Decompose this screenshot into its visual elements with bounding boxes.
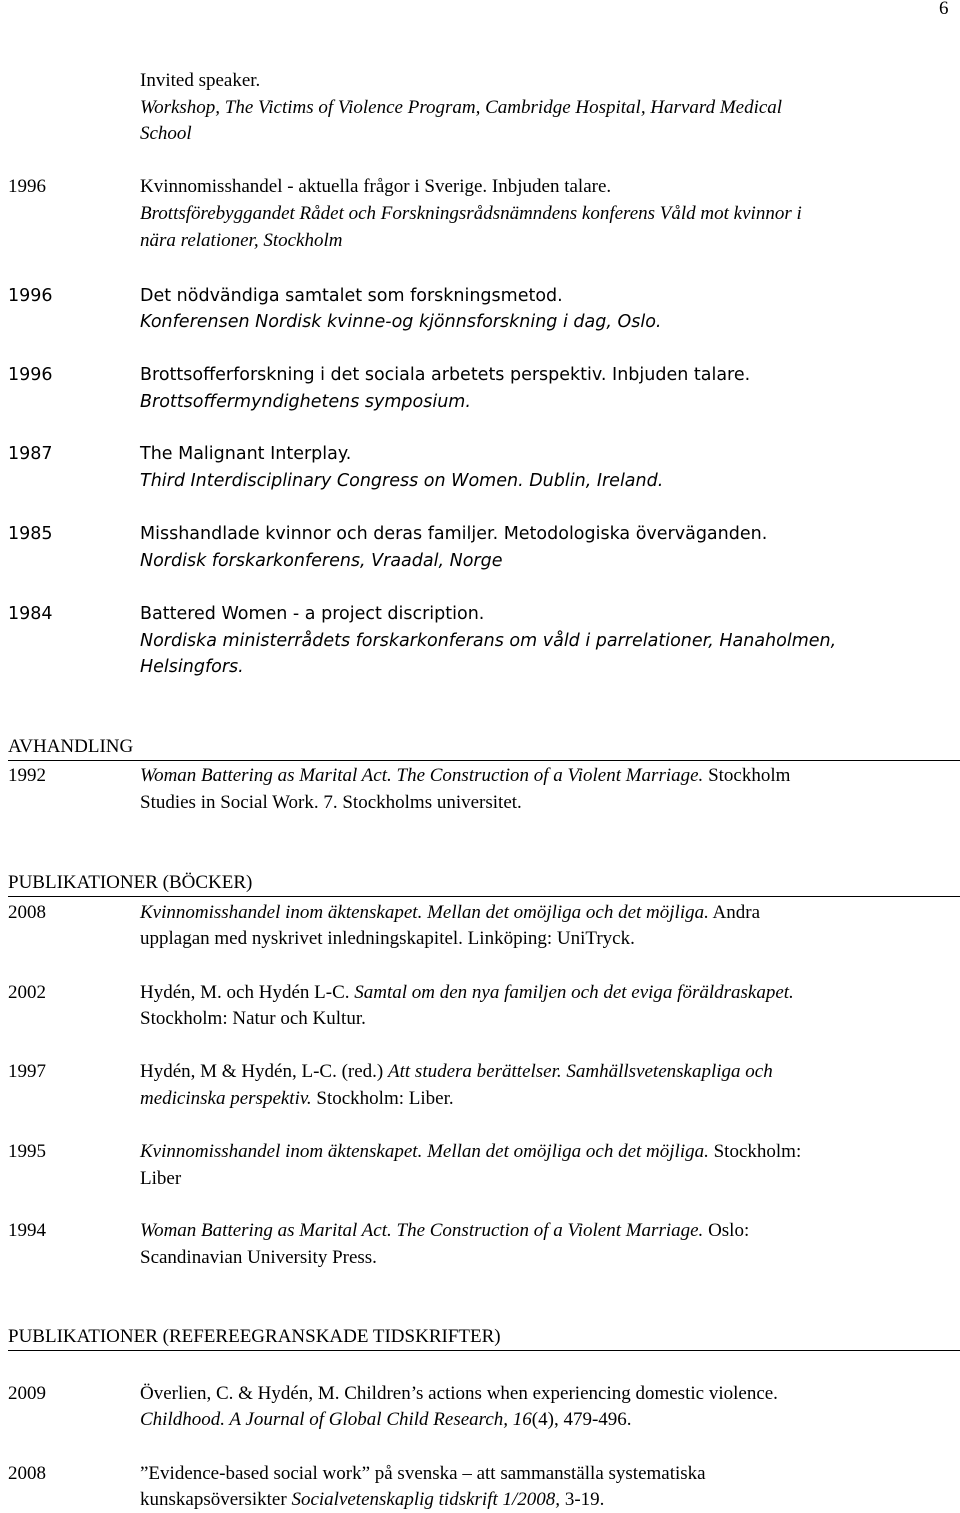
article-citation: Överlien, C. & Hydén, M. Children’s actions when experiencing domestic violence.: [140, 1383, 778, 1404]
article-year: 2008: [8, 1463, 46, 1484]
book-citation-cont: Liber: [140, 1168, 182, 1189]
thesis-citation-cont: Studies in Social Work. 7. Stockholms universitet.: [140, 792, 522, 813]
conference-venue-cont: Helsingfors.: [140, 657, 244, 677]
book-citation: Hydén, M & Hydén, L-C. (red.) Att studera berättelser. Samhällsvetenskapliga och: [140, 1061, 773, 1082]
workshop-line: Workshop, The Victims of Violence Program, Cambridge Hospital, Harvard Medical: [140, 97, 783, 118]
book-year: 1994: [8, 1220, 46, 1241]
conference-title: Brottsofferforskning i det sociala arbetets perspektiv. Inbjuden talare.: [140, 365, 751, 385]
conference-year: 1985: [8, 524, 53, 544]
conference-title: The Malignant Interplay.: [140, 444, 352, 464]
book-citation: Woman Battering as Marital Act. The Construction of a Violent Marriage. Oslo:: [140, 1220, 750, 1241]
conference-venue: Konferensen Nordisk kvinne-og kjönnsforskning i dag, Oslo.: [140, 312, 662, 332]
conference-venue: Nordiska ministerrådets forskarkonferans om våld i parrelationer, Hanaholmen,: [140, 631, 837, 651]
book-year: 1997: [8, 1061, 46, 1082]
journals-heading: PUBLIKATIONER (REFEREEGRANSKADE TIDSKRIFTER): [8, 1324, 960, 1351]
book-citation-cont: Scandinavian University Press.: [140, 1247, 377, 1268]
book-citation-cont: Stockholm: Natur och Kultur.: [140, 1008, 366, 1029]
book-citation: Hydén, M. och Hydén L-C. Samtal om den nya familjen och det eviga föräldraskapet.: [140, 982, 794, 1003]
article-year: 2009: [8, 1383, 46, 1404]
article-citation: ”Evidence-based social work” på svenska – att sammanställa systematiska: [140, 1463, 706, 1484]
book-citation: Kvinnomisshandel inom äktenskapet. Mellan det omöjliga och det möjliga. Andra: [140, 902, 761, 923]
book-year: 2008: [8, 902, 46, 923]
book-citation: Kvinnomisshandel inom äktenskapet. Mellan det omöjliga och det möjliga. Stockholm:: [140, 1141, 802, 1162]
conference-title: Misshandlade kvinnor och deras familjer. Metodologiska överväganden.: [140, 524, 768, 544]
conference-venue: Third Interdisciplinary Congress on Women. Dublin, Ireland.: [140, 471, 664, 491]
conference-venue: Brottsoffermyndighetens symposium.: [140, 392, 471, 412]
article-citation-cont: kunskapsöversikter Socialvetenskaplig tidskrift 1/2008, 3-19.: [140, 1489, 605, 1510]
book-year: 2002: [8, 982, 46, 1003]
page-number: 6: [939, 0, 949, 19]
conference-year: 1987: [8, 444, 53, 464]
conference-year: 1984: [8, 604, 53, 624]
thesis-citation: Woman Battering as Marital Act. The Construction of a Violent Marriage. Stockholm: [140, 765, 791, 786]
book-citation-cont: medicinska perspektiv. Stockholm: Liber.: [140, 1088, 454, 1109]
conference-title: Battered Women - a project discription.: [140, 604, 485, 624]
invited-speaker-line: Invited speaker.: [140, 70, 261, 91]
article-citation-cont: Childhood. A Journal of Global Child Research, 16(4), 479-496.: [140, 1409, 632, 1430]
conference-year: 1996: [8, 365, 53, 385]
conference-venue: Nordisk forskarkonferens, Vraadal, Norge: [140, 551, 503, 571]
avhandling-heading: AVHANDLING: [8, 734, 960, 761]
workshop-line-cont: School: [140, 123, 192, 144]
book-year: 1995: [8, 1141, 46, 1162]
conference-title: Kvinnomisshandel - aktuella frågor i Sverige. Inbjuden talare.: [140, 176, 612, 197]
conference-title: Det nödvändiga samtalet som forskningsmetod.: [140, 286, 563, 306]
conference-year: 1996: [8, 176, 46, 197]
book-citation-cont: upplagan med nyskrivet inledningskapitel. Linköping: UniTryck.: [140, 928, 635, 949]
thesis-year: 1992: [8, 765, 46, 786]
conference-venue: Brottsförebyggandet Rådet och Forskningsrådsnämndens konferens Våld mot kvinnor i: [140, 203, 802, 224]
conference-venue-cont: nära relationer, Stockholm: [140, 230, 343, 251]
conference-year: 1996: [8, 286, 53, 306]
books-heading: PUBLIKATIONER (BÖCKER): [8, 870, 960, 897]
